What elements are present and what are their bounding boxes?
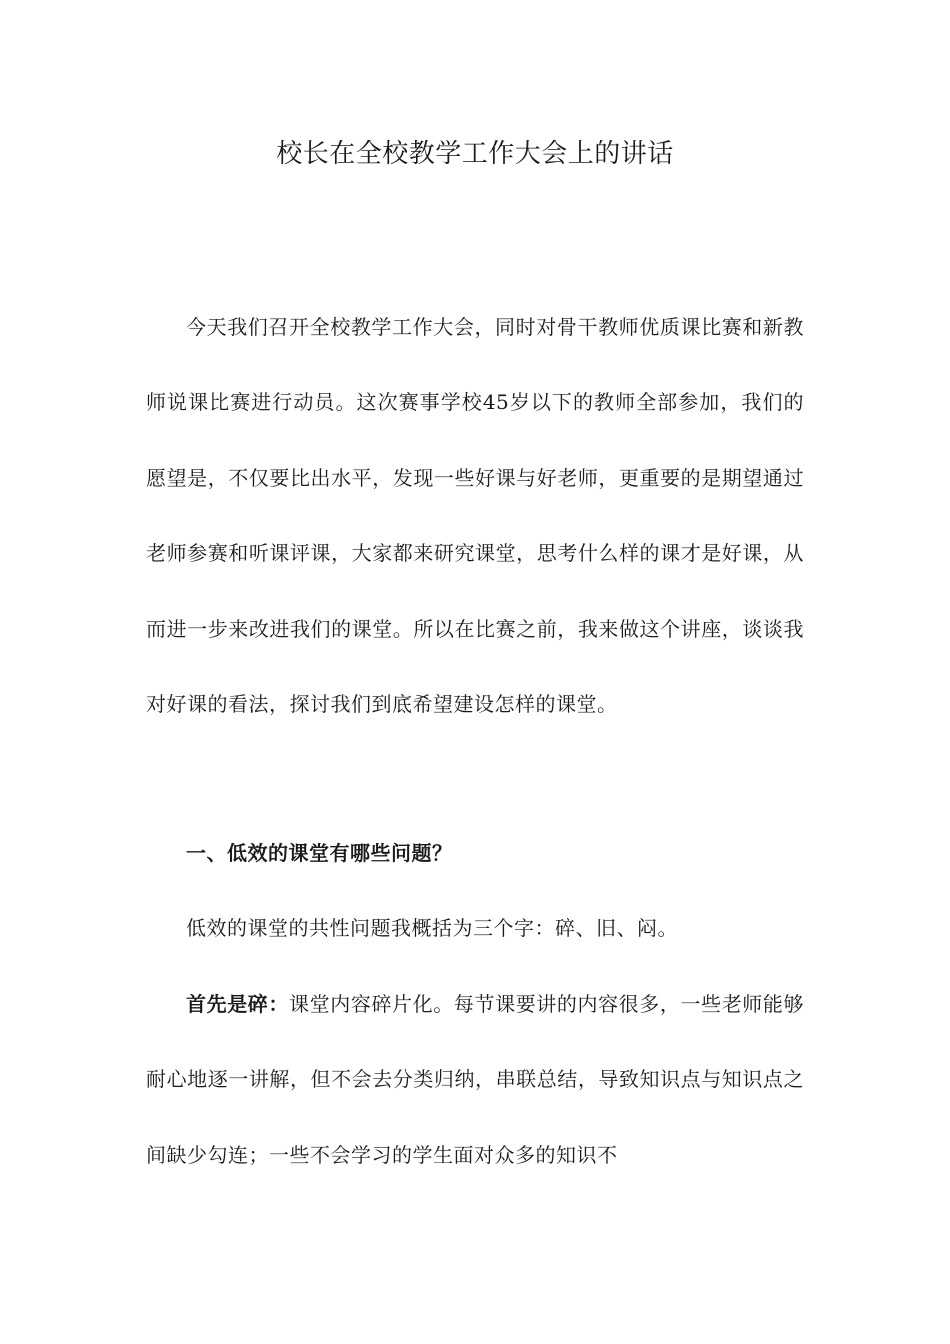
document-title: 校长在全校教学工作大会上的讲话 bbox=[276, 139, 674, 169]
point-text: 课堂内容碎片化。每节课要讲的内容很多，一些老师能够耐心地逐一讲解，但不会去分类归纳，串联总结，导致知识点与知识点之间缺少勾连；一些不会学习的学生面对众多的知识不 bbox=[146, 991, 805, 1167]
section-heading: 一、低效的课堂有哪些问题？ bbox=[186, 841, 453, 865]
intro-block bbox=[146, 290, 804, 742]
section-block bbox=[146, 816, 804, 1193]
point-paragraph bbox=[146, 967, 804, 1193]
intro-paragraph: 今天我们召开全校教学工作大会，同时对骨干教师优质课比赛和新教师说课比赛进行动员。这次赛事学校45岁以下的教师全部参加，我们的愿望是，不仅要比出水平，发现一些好课与好老师，更重要的是期望通过老师参赛和听课评课，大家都来研究课堂，思考什么样的课才是好课，从而进一步来改进我们的课堂。所以在比赛之前，我来做这个讲座，谈谈我对好课的看法，探讨我们到底希望建设怎样的课堂。 bbox=[146, 315, 804, 717]
point-lead: 首先是碎： bbox=[186, 991, 290, 1016]
summary-paragraph: 低效的课堂的共性问题我概括为三个字：碎、旧、闷。 bbox=[186, 916, 678, 941]
